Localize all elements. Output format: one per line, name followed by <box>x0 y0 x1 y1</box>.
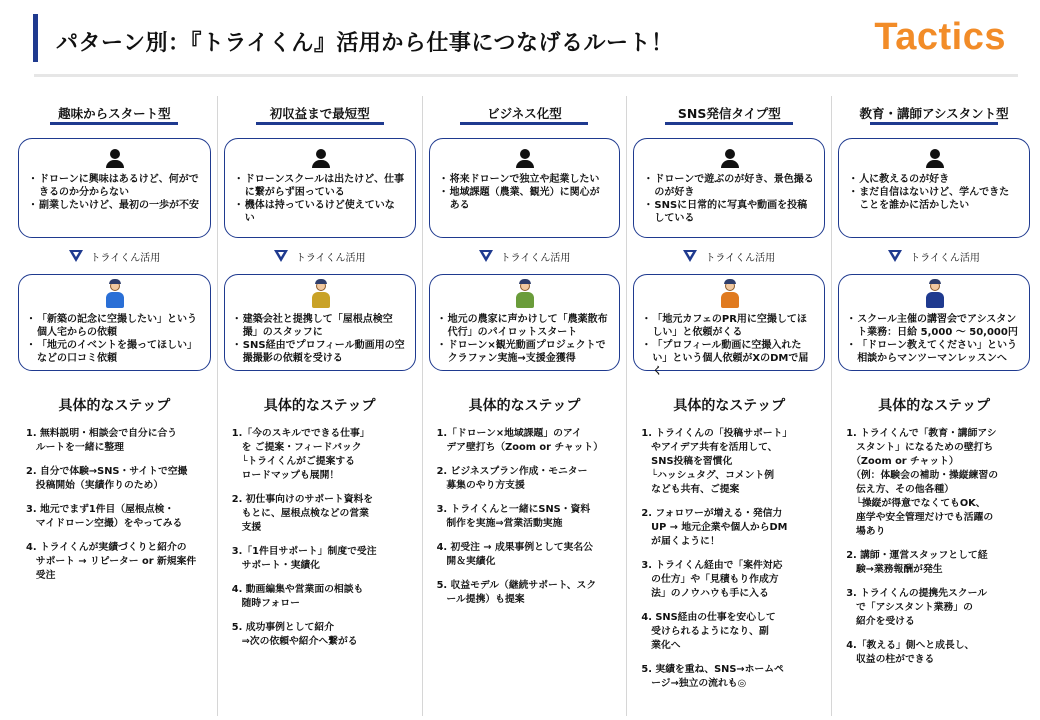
step-item: 3. トライくんの提携先スクール で「アシスタント業務」の 紹介を受ける <box>846 588 988 627</box>
pattern-title: 初収益まで最短型 <box>269 106 370 121</box>
step-item: 2. フォロワーが増える・発信力 UP → 地元企業や個人からDM が届くように！ <box>641 508 788 547</box>
step-item: 4. トライくんが実績づくりと紹介の サポート → リピーター or 新規案件 受注 <box>26 542 197 581</box>
pattern-title-underline <box>870 122 998 125</box>
persona-list <box>442 173 610 212</box>
outcome-box <box>18 274 211 371</box>
steps-list <box>633 427 825 691</box>
step-item: 5. 収益モデル（継続サポート、スク ール提携）も提案 <box>436 580 597 605</box>
persona-bullet: ・ 機体は持っているけど使えていない <box>237 199 405 225</box>
step-item: 3. 地元でまず1件目（屋根点検・ マイドローン空撮）をやってみる <box>26 504 183 529</box>
steps-heading: 具体的なステップ <box>673 398 786 414</box>
flow-arrow-row <box>429 238 621 274</box>
step-item: 3. トライくん経由で「案件対応 の仕方」や「見積もり作成方 法」のノウハウも手に入る <box>641 560 783 599</box>
step-item: 5. 成功事例として紹介 ⇒次の依頼や紹介へ繋がる <box>231 622 358 647</box>
persona-bullet: ・ 副業したいけど、最初の一歩が不安 <box>31 199 200 212</box>
outcome-bullet: ・ 「地元のイベントを撮ってほしい」などの口コミ依頼 <box>29 339 202 365</box>
header-divider <box>34 74 1018 77</box>
pattern-column <box>626 96 831 716</box>
drone-pilot-illustration-icon <box>510 279 540 311</box>
down-triangle-icon <box>683 250 697 262</box>
persona-bullet: ・ 将来ドローンで独立や起業したい <box>442 173 610 186</box>
pattern-title-underline <box>665 122 793 125</box>
steps-heading: 具体的なステップ <box>878 398 990 414</box>
pattern-title-underline <box>256 122 384 125</box>
step-item: 4.「教える」側へと成長し、 収益の柱ができる <box>846 640 975 665</box>
step-item: 2. 初仕事向けのサポート資料を もとに、屋根点検などの営業 支援 <box>231 494 374 533</box>
outcome-bullet: ・ 「ドローン教えてください」という相談からマンツーマンレッスンへ <box>849 339 1021 365</box>
persona-bullet: ・ SNSに日常的に写真や動画を投稿している <box>646 199 814 225</box>
persona-box <box>18 138 211 238</box>
outcome-list <box>235 313 407 365</box>
outcome-list <box>644 313 816 378</box>
flow-arrow-row <box>633 238 825 274</box>
step-item: 1. トライくんで「教育・講師アシ スタント」になるための壁打ち （Zoom or チャット） （例：体験会の補助・操縦練習の 伝え方、その他各種） └操縦が得意でなくてもOK、 座学や安全管理だけでも活躍の 場あり <box>846 428 999 537</box>
pattern-column <box>217 96 422 716</box>
persona-list <box>646 173 814 225</box>
outcome-bullet: ・ スクール主催の講習会でアシスタント業務：日給 5,000 ～ 50,000円 <box>849 313 1021 339</box>
pattern-title: 教育・講師アシスタント型 <box>859 106 1009 121</box>
flow-arrow-label: トライくん活用 <box>910 252 980 264</box>
pattern-columns <box>12 96 1036 716</box>
outcome-bullet: ・ 地元の農家に声かけして「農薬散布代行」のパイロットスタート <box>440 313 612 339</box>
steps-list <box>838 427 1030 667</box>
outcome-box <box>838 274 1030 371</box>
steps-heading: 具体的なステップ <box>468 398 581 414</box>
step-item: 4. 動画編集や営業面の相談も 随時フォロー <box>231 584 364 609</box>
person-icon <box>721 149 739 169</box>
persona-box <box>429 138 621 238</box>
steps-heading: 具体的なステップ <box>58 398 171 414</box>
pattern-column <box>831 96 1036 716</box>
down-triangle-icon <box>69 250 83 262</box>
pattern-title-underline <box>50 122 178 125</box>
flow-arrow-label: トライくん活用 <box>500 252 571 264</box>
flow-arrow-row <box>838 238 1030 274</box>
pattern-title: ビジネス化型 <box>487 106 562 121</box>
pattern-column <box>422 96 627 716</box>
outcome-box <box>633 274 825 377</box>
drone-pilot-illustration-icon <box>100 279 130 311</box>
outcome-bullet: ・ ドローン×観光動画プロジェクトでクラファン実施→支援金獲得 <box>440 339 612 365</box>
steps-list <box>224 427 416 649</box>
step-item: 3. トライくんと一緒にSNS・資料 制作を実施⇒営業活動実施 <box>436 504 591 529</box>
pattern-title: SNS発信タイプ型 <box>677 106 781 121</box>
flow-arrow-label: トライくん活用 <box>295 252 366 264</box>
steps-list <box>18 427 211 583</box>
step-item: 4. 初受注 → 成果事例として実名公 開＆実績化 <box>436 542 593 567</box>
outcome-list <box>440 313 612 365</box>
persona-list <box>237 173 405 225</box>
step-item: 1. 無料説明・相談会で自分に合う ルートを一緒に整理 <box>26 428 178 453</box>
persona-box <box>633 138 825 238</box>
pattern-title-underline <box>460 122 588 125</box>
pattern-title: 趣味からスタート型 <box>58 106 171 121</box>
flow-arrow-row <box>224 238 416 274</box>
step-item: 3.「1件目サポート」制度で受注 サポート・実績化 <box>231 546 377 571</box>
drone-pilot-illustration-icon <box>306 279 336 311</box>
persona-bullet: ・ ドローンに興味はあるけど、何ができるのか分からない <box>31 173 200 199</box>
outcome-bullet: ・ 「新築の記念に空撮したい」という個人宅からの依頼 <box>29 313 202 339</box>
persona-box <box>838 138 1030 238</box>
down-triangle-icon <box>274 250 288 262</box>
persona-box <box>224 138 416 238</box>
person-icon <box>312 149 330 169</box>
steps-heading: 具体的なステップ <box>263 398 376 414</box>
down-triangle-icon <box>888 250 902 262</box>
step-item: 5. 実績を重ね、SNS→ホームペ ージ→独立の流れも◎ <box>641 664 784 689</box>
title-accent-bar <box>33 14 38 62</box>
step-item: 4. SNS経由の仕事を安心して 受けられるようになり、副 業化へ <box>641 612 776 651</box>
persona-list <box>31 173 200 212</box>
persona-list <box>851 173 1019 212</box>
outcome-bullet: ・ 「プロフィール動画に空撮入れたい」という個人依頼がXのDMで届く <box>644 339 816 378</box>
outcome-list <box>849 313 1021 365</box>
flow-arrow-row <box>18 238 211 274</box>
persona-bullet: ・ ドローンで遊ぶのが好き、景色撮るのが好き <box>646 173 814 199</box>
outcome-bullet: ・ SNS経由でプロフィール動画用の空撮撮影の依頼を受ける <box>235 339 407 365</box>
outcome-bullet: ・ 建築会社と提携して「屋根点検空撮」のスタッフに <box>235 313 407 339</box>
down-triangle-icon <box>479 250 493 262</box>
step-item: 2. 講師・運営スタッフとして経 験→業務報酬が発生 <box>846 550 988 575</box>
step-item: 2. 自分で体験→SNS・サイトで空撮 投稿開始（実績作りのため） <box>26 466 188 491</box>
page-title: パターン別：『トライくん』活用から仕事につなげるルート！ <box>56 31 674 56</box>
step-item: 1.「今のスキルでできる仕事」 を ご提案・フィードバック └トライくんがご提案する ロードマップも展開！ <box>231 428 370 481</box>
pattern-column <box>12 96 217 716</box>
outcome-list <box>29 313 202 365</box>
persona-bullet: ・ 地域課題（農業、観光）に関心がある <box>442 186 610 212</box>
step-item: 2. ビジネスプラン作成・モニター 募集のやり方支援 <box>436 466 588 491</box>
persona-bullet: ・ 人に教えるのが好き <box>851 173 1019 186</box>
outcome-box <box>224 274 416 371</box>
outcome-bullet: ・ 「地元カフェのPR用に空撮してほしい」と依頼がくる <box>644 313 816 339</box>
steps-list <box>429 427 621 607</box>
flow-arrow-label: トライくん活用 <box>705 252 776 264</box>
drone-pilot-illustration-icon <box>920 279 950 311</box>
tactics-logo: Tactics <box>874 16 1006 58</box>
persona-bullet: ・ ドローンスクールは出たけど、仕事に繋がらず困っている <box>237 173 405 199</box>
step-item: 1.「ドローン×地域課題」のアイ デア壁打ち（Zoom or チャット） <box>436 428 604 453</box>
step-item: 1. トライくんの「投稿サポート」 やアイデア共有を活用して、 SNS投稿を習慣化 └ハッシュタグ、コメント例 なども共有、ご提案 <box>641 428 793 495</box>
person-icon <box>516 149 534 169</box>
header <box>0 0 1040 80</box>
flow-arrow-label: トライくん活用 <box>90 252 161 264</box>
persona-bullet: ・ まだ自信はないけど、学んできたことを誰かに活かしたい <box>851 186 1019 212</box>
drone-pilot-illustration-icon <box>715 279 745 311</box>
person-icon <box>106 149 124 169</box>
person-icon <box>926 149 944 169</box>
outcome-box <box>429 274 621 371</box>
